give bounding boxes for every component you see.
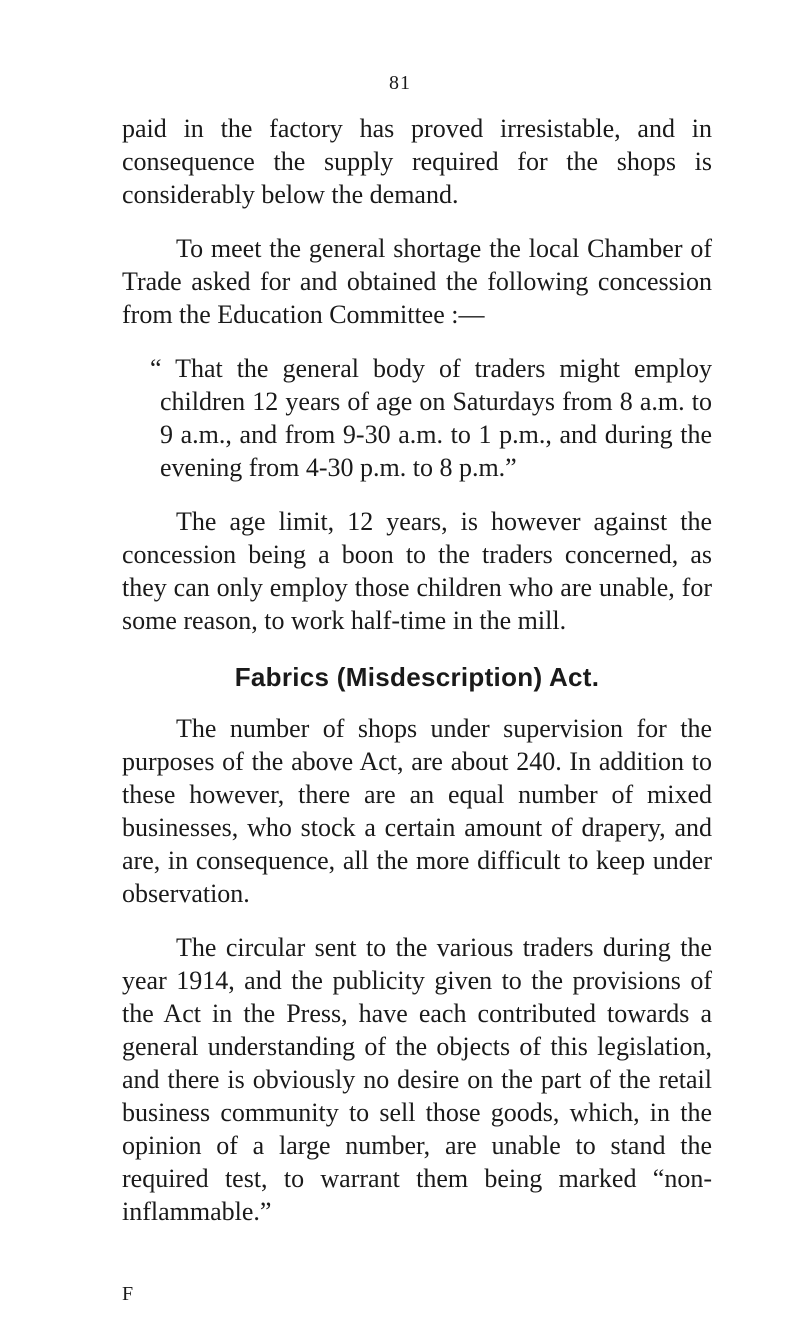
paragraph-circular: The circular sent to the various traders during the year 1914, and the publicity given to the provisions of the Act in the Press, have each contributed towards a general understanding of the objects of this legislation, and there is obviously no desire on the part of the retail business community to sell those goods, which, in the opinion of a large number, are unable to stand the required test, to warrant them being marked “non-inflammable.” — [122, 933, 712, 1226]
page-number: 81 — [389, 72, 411, 94]
section-heading: Fabrics (Misdescription) Act. — [234, 662, 600, 692]
signature-mark: F — [122, 1283, 134, 1305]
paragraph-age-limit: The age limit, 12 years, is however against the concession being a boon to the traders concerned, as they can only employ those children who are unable, for some reason, to work half-time in the mill. — [122, 507, 712, 635]
paragraph-shop-supply: paid in the factory has proved irresistable, and in consequence the supply required for the shops is considerably below the demand. — [122, 114, 712, 209]
body-text — [122, 112, 712, 1249]
paragraph-shops-under-supervision: The number of shops under supervision for the purposes of the above Act, are about 240. In addition to these however, there are an equal number of mixed businesses, who stock a certain amount of drapery, and are, in consequence, all the more difficult to keep under observation. — [122, 714, 712, 908]
paragraph-chamber-of-trade: To meet the general shortage the local Chamber of Trade asked for and obtained the following concession from the Education Committee :— — [122, 234, 712, 329]
quoted-concession: “ That the general body of traders might employ children 12 years of age on Saturdays from 8 a.m. to 9 a.m., and from 9-30 a.m. to 1 p.m., and during the evening from 4-30 p.m. to 8 p.m.” — [150, 354, 712, 482]
